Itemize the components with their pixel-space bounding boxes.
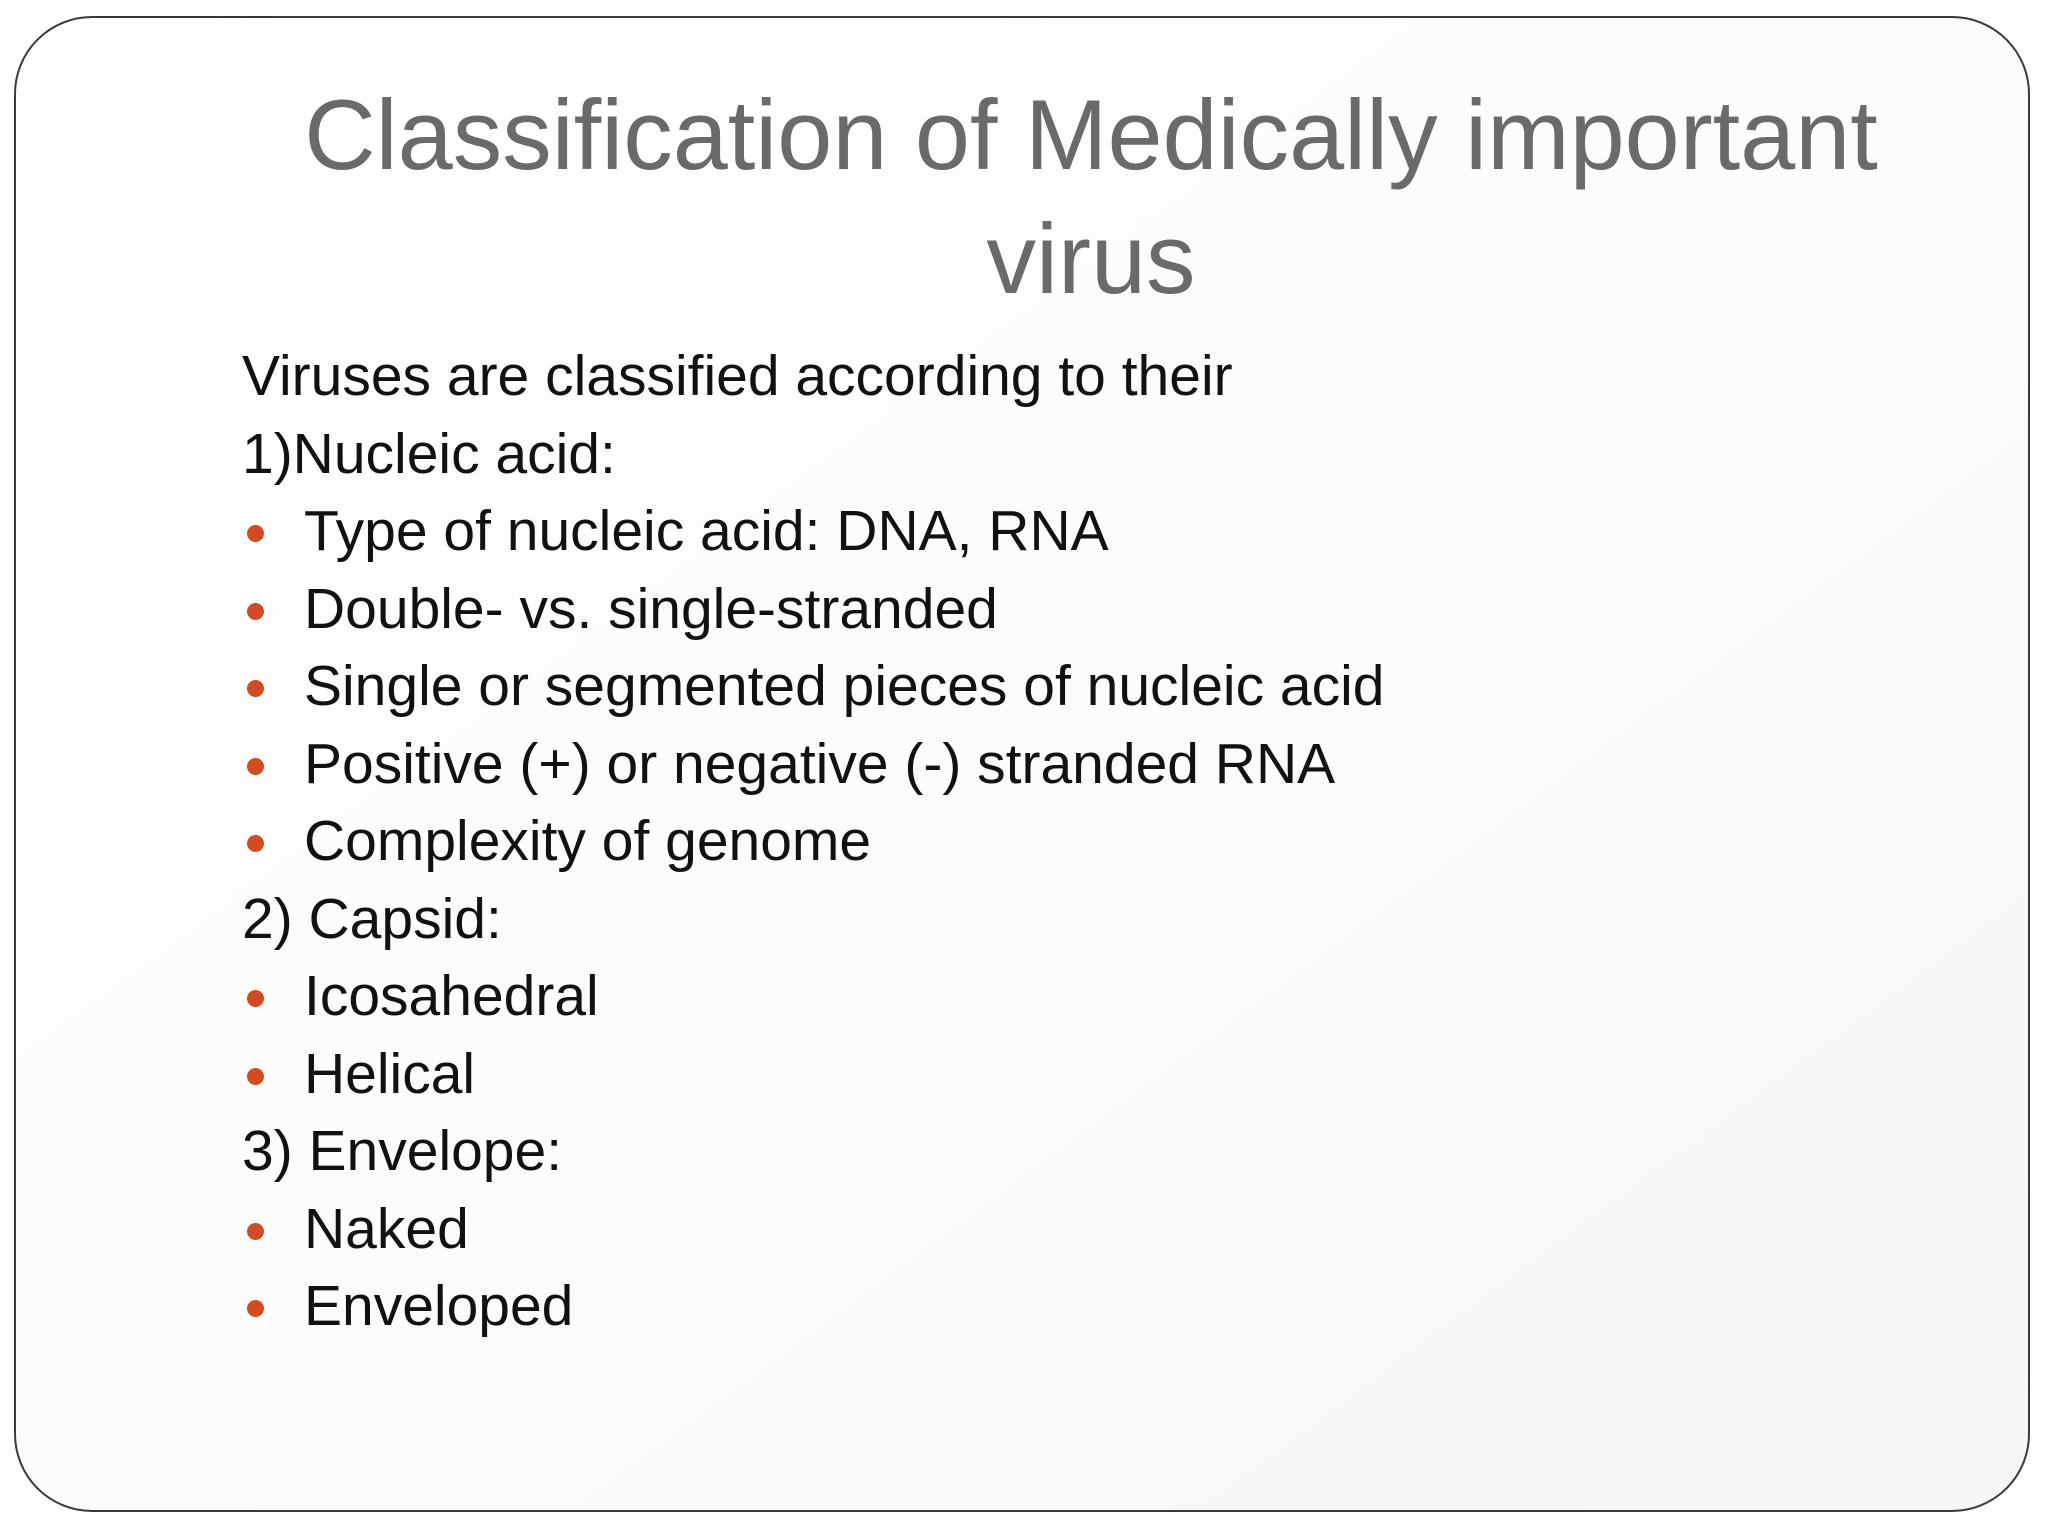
section-heading-nucleic-acid: 1)Nucleic acid: [242,421,616,486]
bullet-icon [247,1223,264,1240]
bullet-item [242,803,1942,881]
bullet-text: Naked [304,1196,469,1261]
bullet-item [242,648,1942,726]
bullet-text: Single or segmented pieces of nucleic acid [304,654,1385,718]
bullet-text: Complexity of genome [304,809,872,873]
bullet-text: Helical [304,1041,476,1106]
section-heading-envelope: 3) Envelope: [242,1119,563,1183]
bullet-text: Enveloped [304,1274,574,1338]
bullet-icon [247,1300,264,1317]
bullet-icon [247,1068,264,1085]
bullet-text: Positive (+) or negative (-) stranded RNA [304,731,1336,796]
bullet-icon [247,758,264,775]
bullet-icon [247,525,264,542]
bullet-item [242,1268,1942,1346]
bullet-item [242,958,1942,1036]
bullet-item [242,726,1942,804]
bullet-item [242,493,1942,571]
bullet-item [242,571,1942,649]
bullet-item [242,1036,1942,1114]
slide [14,16,2030,1512]
bullet-text: Type of nucleic acid: DNA, RNA [304,499,1109,563]
bullet-icon [247,680,264,697]
slide-body [242,338,1942,1346]
bullet-item [242,1191,1942,1269]
section-heading-capsid: 2) Capsid: [242,886,502,951]
bullet-icon [247,990,264,1007]
bullet-icon [247,835,264,852]
bullet-text: Icosahedral [304,964,599,1028]
bullet-icon [247,603,264,620]
slide-title: Classification of Medically important virus [304,79,1878,314]
intro-text: Viruses are classified according to their [242,344,1233,408]
bullet-text: Double- vs. single-stranded [304,576,998,641]
